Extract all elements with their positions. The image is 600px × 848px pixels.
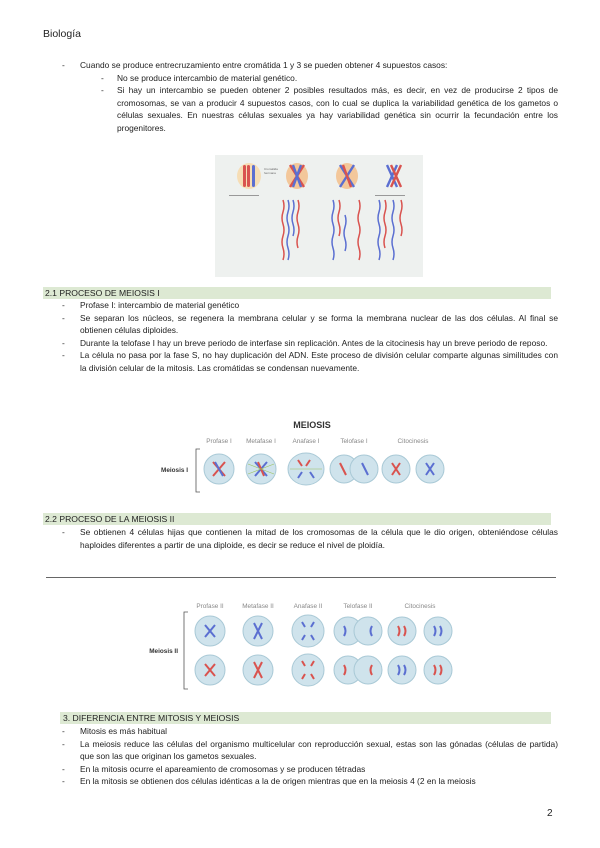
phase-label: Profase II xyxy=(196,603,224,610)
meiosis-i-figure xyxy=(140,414,460,498)
phase-label: Anafase I xyxy=(292,438,320,445)
chromosome-pair-1 xyxy=(237,163,261,189)
list-subitem: - Si hay un intercambio se pueden obtener 2 posibles resultados más, es decir, en vez de producirse 2 tipos de cromosomas, se van a producir 4 supuestos casos, con lo cual se duplica la variabilidad genética de los gametos o células sexuales. En nuestras células sexuales ya hay variabilidad genética sin ocurrir la fecundación entre los progenitores. xyxy=(101,85,558,133)
phase-label: Anafase II xyxy=(293,603,323,610)
list-item: - La célula no pasa por la fase S, no hay duplicación del ADN. Este proceso de división celular comparte algunas similitudes con la división celular de la mitosis. Las cromátidas se condensan nuevamente. xyxy=(62,350,558,373)
list-item: - Se obtienen 4 células hijas que contienen la mitad de los cromosomas de la célula que le dio origen, obteniéndose células haploides diferentes a partir de una diploide, es decir se reduce el nivel de ploidía. xyxy=(62,527,558,550)
section-heading-meiosis-i: 2.1 PROCESO DE MEIOSIS I xyxy=(43,287,551,299)
list-item: - Cuando se produce entrecruzamiento entre cromátida 1 y 3 se pueden obtener 4 supuestos casos: xyxy=(62,60,448,70)
list-item: - Durante la telofase I hay un breve periodo de interfase sin replicación. Antes de la citocinesis hay un breve periodo de reposo. xyxy=(62,337,548,348)
list-item: - La meiosis reduce las células del organismo multicelular con reproducción sexual, estas son las gónadas (células de partida) que son las que originan los gametos sexuales. xyxy=(62,738,558,762)
phase-label: Profase I xyxy=(206,438,232,445)
chromosome-pair-3 xyxy=(336,163,358,189)
list-item: - En la mitosis se obtienen dos células idénticas a la de origen mientras que en la meiosis 4 (2 en la meiosis xyxy=(62,776,476,787)
intro-list xyxy=(62,59,558,135)
svg-text:Cromátida: Cromátida xyxy=(264,167,278,171)
row-label: Meiosis I xyxy=(161,467,188,474)
meiosis-ii-list xyxy=(62,526,558,551)
list-item: - Profase I: intercambio de material genético xyxy=(62,300,240,310)
meiosis-ii-cells-top xyxy=(195,615,452,647)
list-item: - En la mitosis ocurre el apareamiento de cromosomas y se producen tétradas xyxy=(62,763,366,774)
phase-label: Telofase I xyxy=(340,438,368,445)
section-heading-differences: 3. DIFERENCIA ENTRE MITOSIS Y MEIOSIS xyxy=(60,712,551,724)
chromosome-pair-2 xyxy=(286,163,308,189)
differences-list xyxy=(62,725,558,788)
horizontal-divider xyxy=(46,577,556,578)
cell-telophase-i xyxy=(330,455,378,483)
page-number: 2 xyxy=(547,808,553,819)
phase-label: Telofase II xyxy=(343,603,373,610)
row-label: Meiosis II xyxy=(149,648,178,655)
crossing-over-figure xyxy=(215,155,423,277)
cell-prophase-i xyxy=(204,454,234,484)
list-item: - Mitosis es más habitual xyxy=(62,726,168,736)
cell-cytokinesis-b xyxy=(416,455,444,483)
figure-title: MEIOSIS xyxy=(293,420,331,430)
list-item: - Se separan los núcleos, se regenera la membrana celular y se forma la membrana nuclear de las dos células. Al final se obtienen células diploides. xyxy=(62,312,558,336)
section-heading-meiosis-ii: 2.2 PROCESO DE LA MEIOSIS II xyxy=(43,513,551,525)
cell-anaphase-i xyxy=(288,453,324,485)
meiosis-i-list xyxy=(62,299,558,375)
phase-label: Citocinesis xyxy=(397,438,429,445)
phase-label: Citocinesis xyxy=(404,603,436,610)
cell-cytokinesis-a xyxy=(382,455,410,483)
svg-text:hermana: hermana xyxy=(264,171,276,175)
meiosis-ii-cells-bottom xyxy=(195,654,452,686)
phase-label: Metafase I xyxy=(246,438,276,445)
phase-label: Metafase II xyxy=(242,603,274,610)
list-subitem: - No se produce intercambio de material genético. xyxy=(101,72,298,83)
meiosis-ii-figure xyxy=(130,598,470,694)
document-title: Biología xyxy=(43,28,81,40)
cell-metaphase-i xyxy=(246,454,276,484)
